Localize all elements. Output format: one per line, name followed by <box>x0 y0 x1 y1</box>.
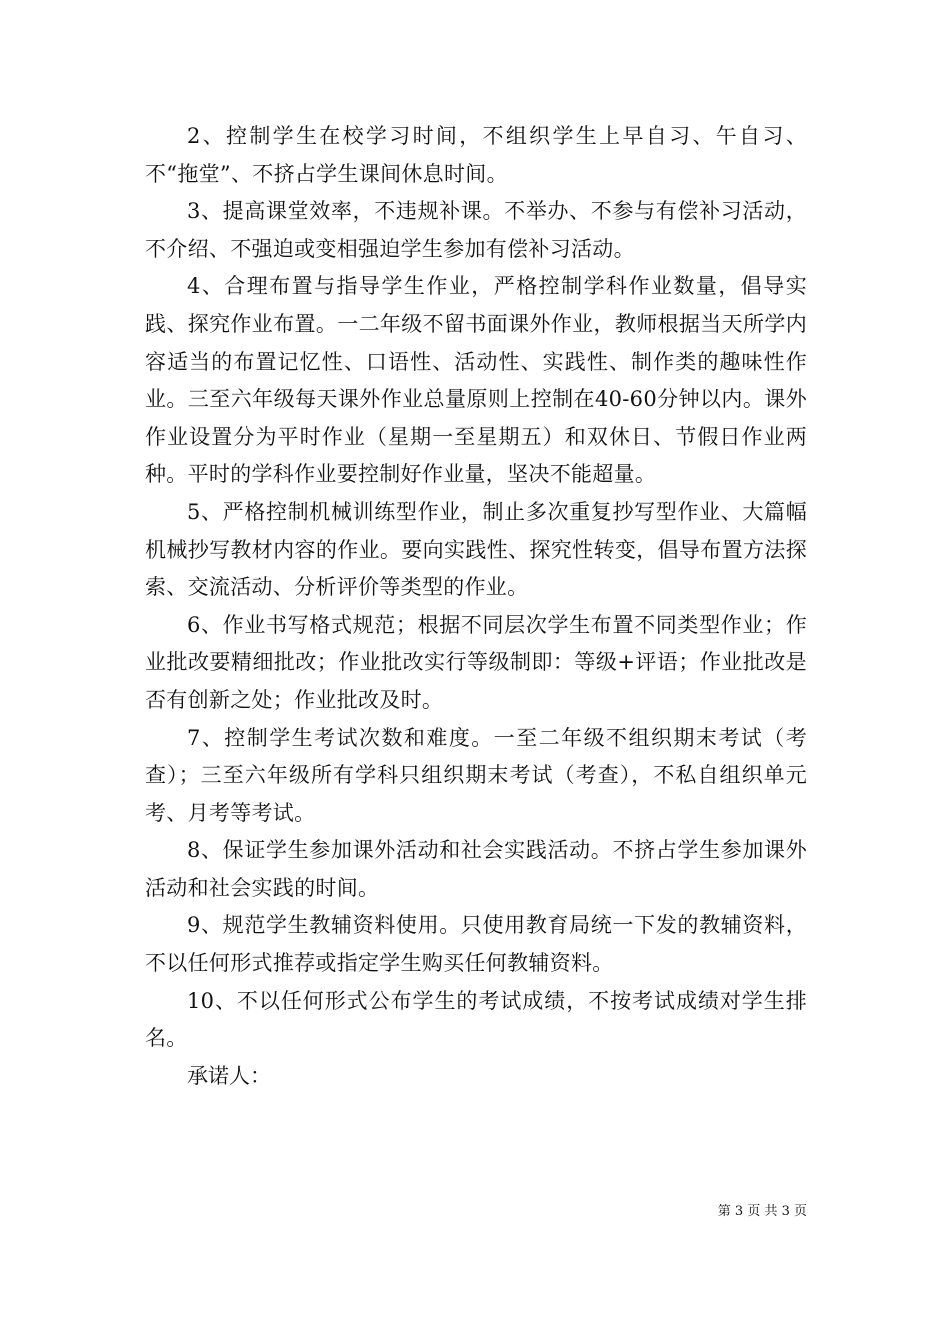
paragraph-item-7: 7、控制学生考试次数和难度。一至二年级不组织期末考试（考查）；三至六年级所有学科只组织期末考试（考查），不私自组织单元考、月考等考试。 <box>145 725 807 825</box>
paragraph-item-9: 9、规范学生教辅资料使用。只使用教育局统一下发的教辅资料，不以任何形式推荐或指定学生购买任何教辅资料。 <box>145 913 807 976</box>
paragraph-item-4: 4、合理布置与指导学生作业，严格控制学科作业数量，倡导实践、探究作业布置。一二年级不留书面课外作业，教师根据当天所学内容适当的布置记忆性、口语性、活动性、实践性、制作类的趣味性作业。三至六年级每天课外作业总量原则上控制在40-60分钟以内。课外作业设置分为平时作业（星期一至星期五）和双休日、节假日作业两种。平时的学科作业要控制好作业量，坚决不能超量。 <box>145 274 807 487</box>
paragraph-item-5: 5、严格控制机械训练型作业，制止多次重复抄写型作业、大篇幅机械抄写教材内容的作业。要向实践性、探究性转变，倡导布置方法探索、交流活动、分析评价等类型的作业。 <box>145 499 807 600</box>
document-body <box>145 118 807 1095</box>
paragraph-item-10: 10、不以任何形式公布学生的考试成绩，不按考试成绩对学生排名。 <box>145 988 807 1051</box>
paragraph-item-3: 3、提高课堂效率，不违规补课。不举办、不参与有偿补习活动，不介绍、不强迫或变相强迫学生参加有偿补习活动。 <box>145 199 807 261</box>
page-number-footer: 第 3 页 共 3 页 <box>717 1204 807 1219</box>
paragraph-item-6: 6、作业书写格式规范；根据不同层次学生布置不同类型作业；作业批改要精细批改；作业批改实行等级制即：等级+评语；作业批改是否有创新之处；作业批改及时。 <box>145 612 807 712</box>
paragraph-item-2: 2、控制学生在校学习时间，不组织学生上早自习、午自习、不“拖堂”、不挤占学生课间休息时间。 <box>145 124 807 186</box>
signature-label: 承诺人： <box>187 1063 271 1088</box>
paragraph-item-8: 8、保证学生参加课外活动和社会实践活动。不挤占学生参加课外活动和社会实践的时间。 <box>145 838 807 900</box>
